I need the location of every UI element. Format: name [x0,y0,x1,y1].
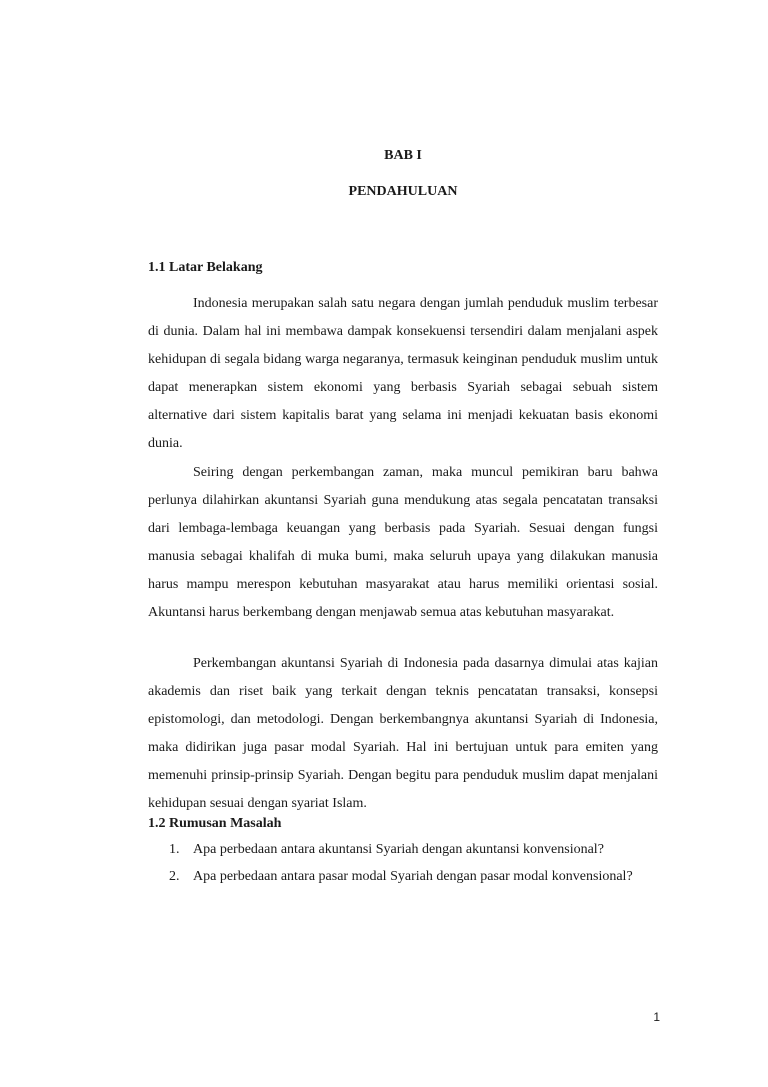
list-item-text: Apa perbedaan antara akuntansi Syariah dengan akuntansi konvensional? [193,842,604,857]
chapter-subtitle: PENDAHULUAN [348,184,458,199]
section-heading-background: 1.1 Latar Belakang [148,260,263,275]
list-item-number: 1. [169,842,180,857]
chapter-title: BAB I [384,148,422,163]
problem-list [148,836,658,890]
list-item [148,863,658,890]
background-paragraph-1: Indonesia merupakan salah satu negara dengan jumlah penduduk muslim terbesar di dunia. Dalam hal ini membawa dampak konsekuensi tersendiri dalam menjalani aspek kehidupan di segala bidang warga negaranya, termasuk keinginan penduduk muslim untuk dapat menerapkan sistem ekonomi yang berbasis Syariah sebagai sebuah sistem alternative dari sistem kapitalis barat yang selama ini menjadi kekuatan basis ekonomi dunia. [148,296,658,451]
list-item [148,836,658,863]
background-paragraph-3: Perkembangan akuntansi Syariah di Indonesia pada dasarnya dimulai atas kajian akademis dan riset baik yang terkait dengan teknis pencatatan transaksi, konsepsi epistomologi, dan metodologi. Dengan berkembangnya akuntansi Syariah di Indonesia, maka didirikan juga pasar modal Syariah. Hal ini bertujuan untuk para emiten yang memenuhi prinsip-prinsip Syariah. Dengan begitu para penduduk muslim dapat menjalani kehidupan sesuai dengan syariat Islam. [148,656,658,811]
list-item-number: 2. [169,869,180,884]
background-paragraph-2: Seiring dengan perkembangan zaman, maka muncul pemikiran baru bahwa perlunya dilahirkan akuntansi Syariah guna mendukung atas segala pencatatan transaksi dari lembaga-lembaga keuangan yang berbasis pada Syariah. Sesuai dengan fungsi manusia sebagai khalifah di muka bumi, maka seluruh upaya yang dilakukan manusia harus mampu merespon kebutuhan masyarakat atau harus memiliki orientasi sosial. Akuntansi harus berkembang dengan menjawab semua atas kebutuhan masyarakat. [148,465,658,620]
list-item-text: Apa perbedaan antara pasar modal Syariah dengan pasar modal konvensional? [193,869,633,884]
section-heading-problems: 1.2 Rumusan Masalah [148,816,282,831]
page-number: 1 [653,1010,660,1024]
